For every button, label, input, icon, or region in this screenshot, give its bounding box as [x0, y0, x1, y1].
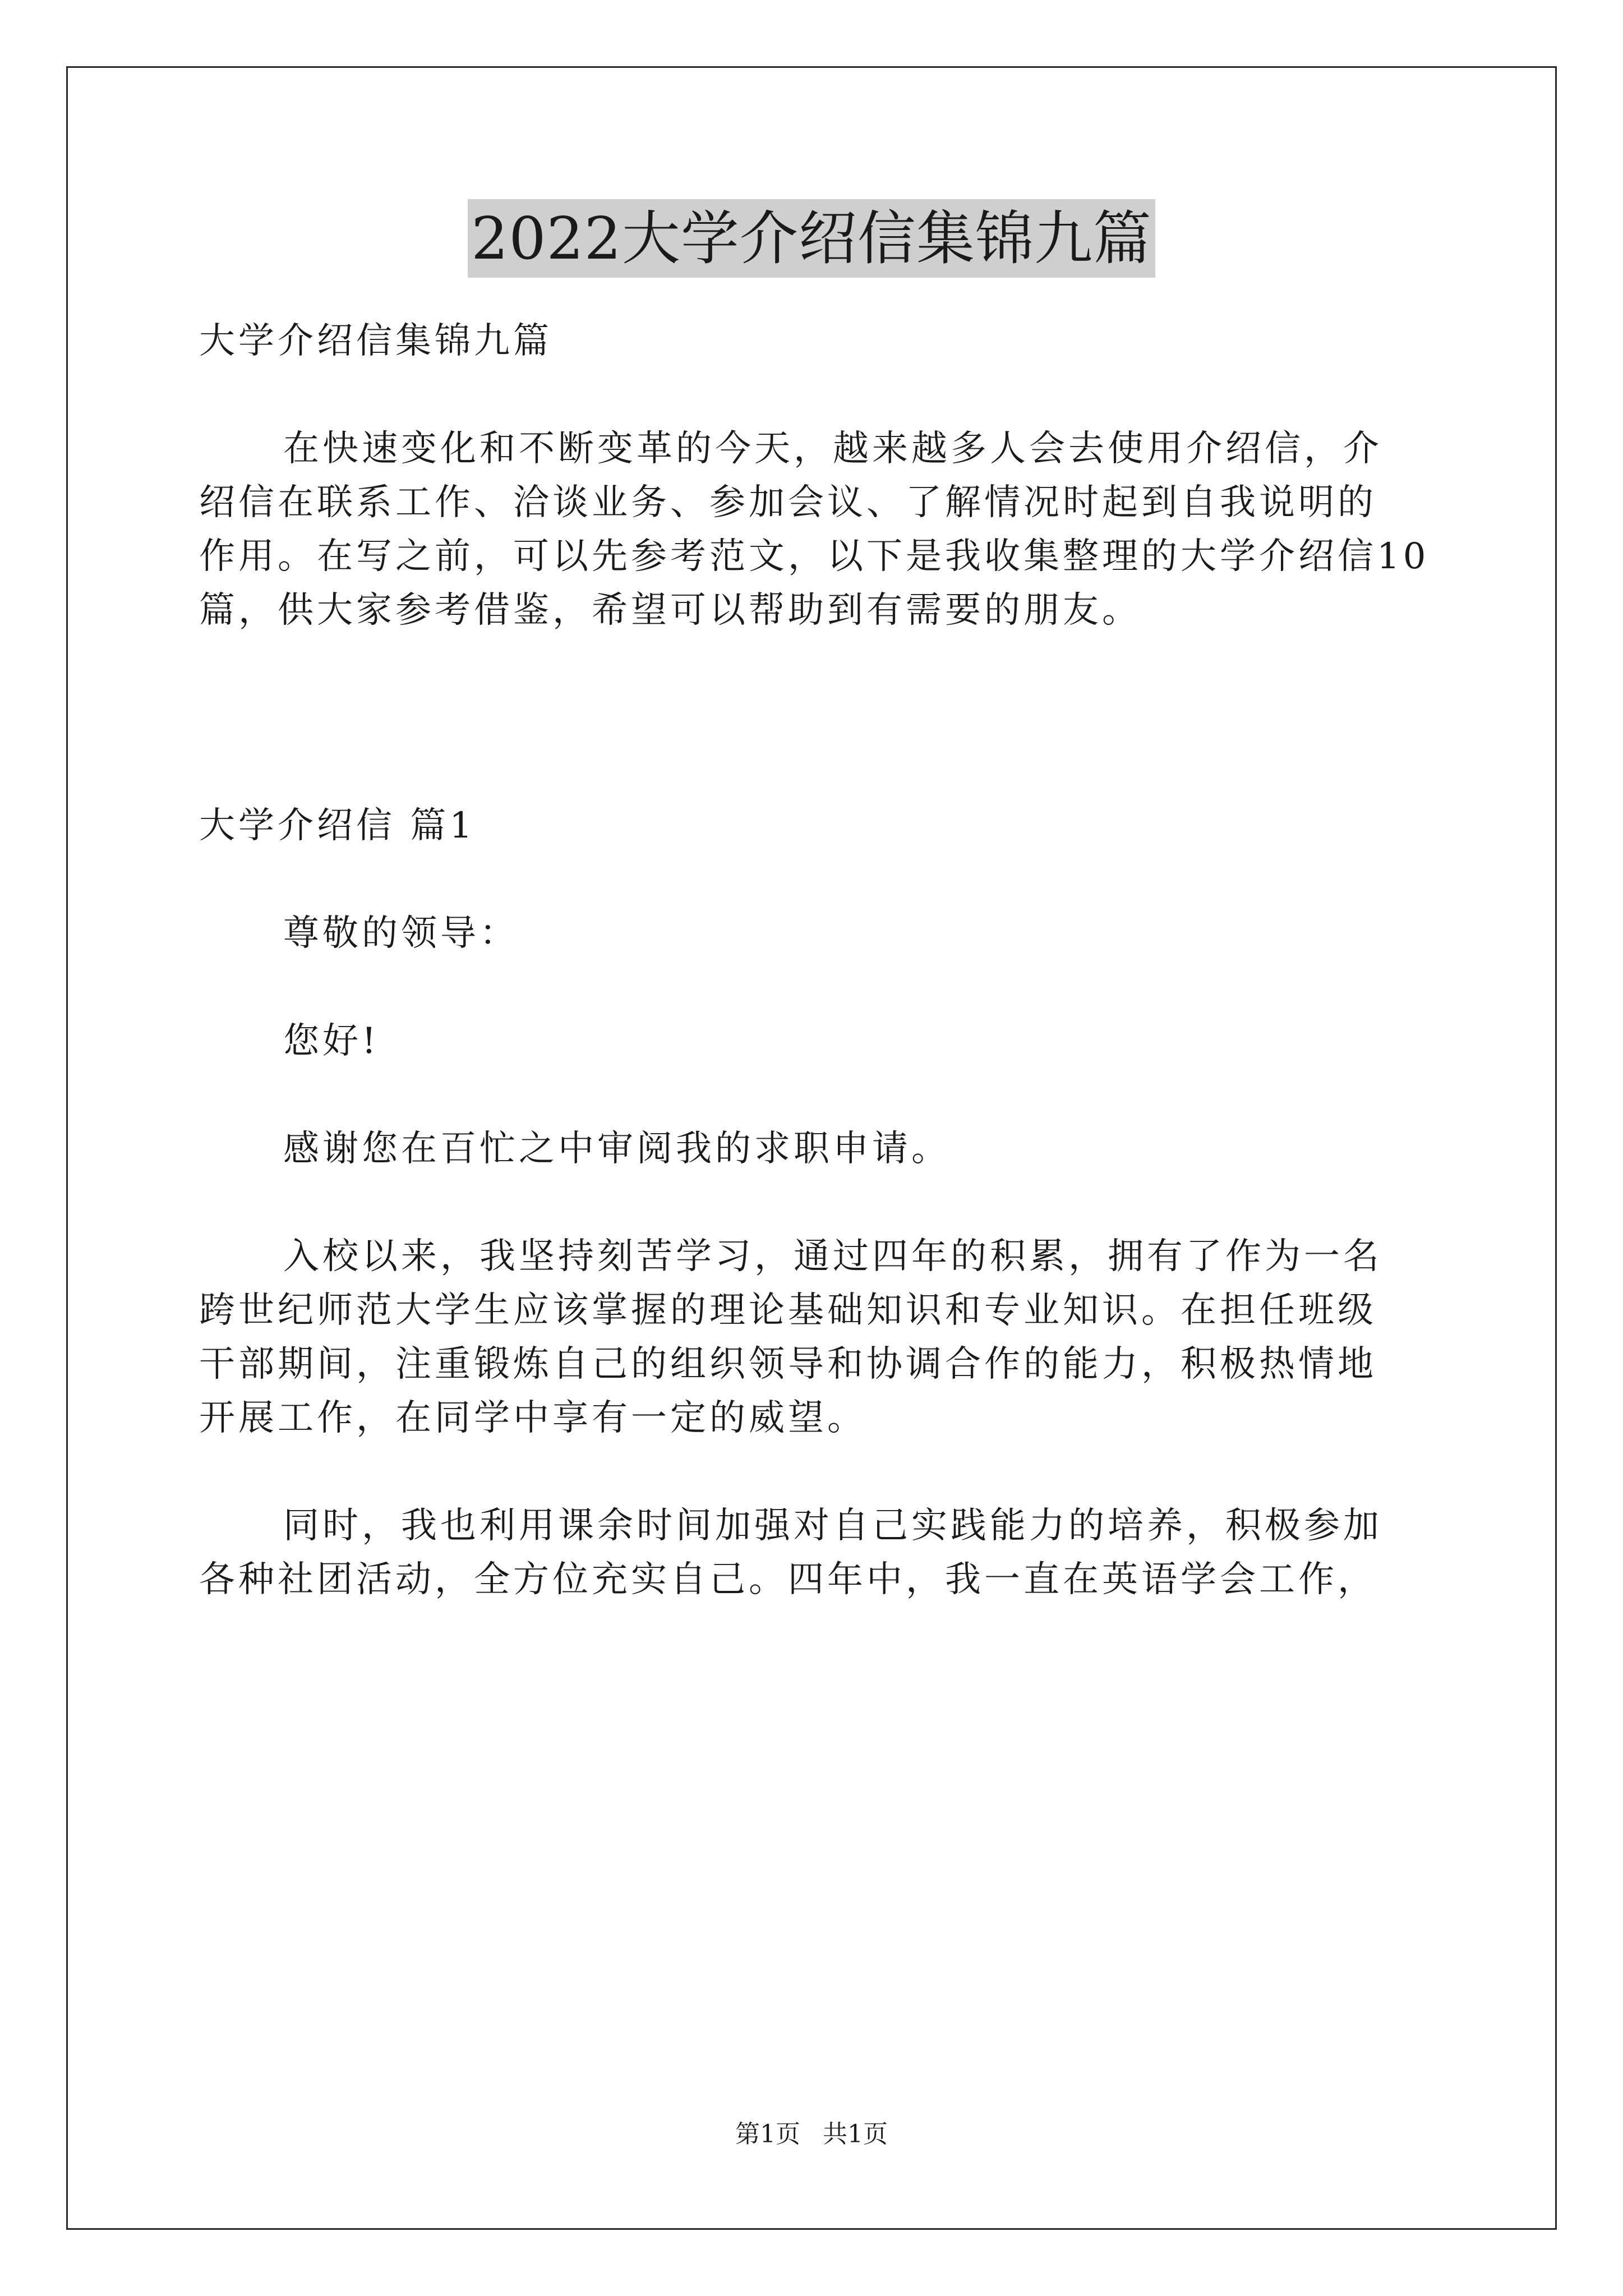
paragraph-line: 同时，我也利用课余时间加强对自己实践能力的培养，积极参加	[283, 1505, 1382, 1547]
greeting: 您好!	[283, 1020, 380, 1062]
page-footer	[0, 2118, 1623, 2151]
paragraph-study	[199, 1230, 1438, 1445]
paragraph-line: 各种社团活动，全方位充实自己。四年中，我一直在英语学会工作，	[199, 1559, 1377, 1600]
paragraph-practice	[199, 1499, 1438, 1607]
paragraph-line: 入校以来，我坚持刻苦学习，通过四年的积累，拥有了作为一名	[283, 1236, 1382, 1277]
paragraph-line: 开展工作，在同学中享有一定的威望。	[199, 1397, 866, 1439]
section-heading: 大学介绍信 篇1	[199, 805, 476, 846]
letter-body	[199, 907, 1438, 1607]
intro-line: 在快速变化和不断变革的今天，越来越多人会去使用介绍信，介	[283, 428, 1382, 470]
intro-paragraph	[199, 422, 1438, 637]
document-body	[199, 314, 1438, 1607]
page-number: 第1页	[735, 2120, 800, 2148]
salutation: 尊敬的领导：	[283, 913, 519, 954]
title-wrap	[0, 199, 1623, 278]
intro-line: 作用。在写之前，可以先参考范文，以下是我收集整理的大学介绍信10	[199, 536, 1430, 577]
intro-line: 绍信在联系工作、洽谈业务、参加会议、了解情况时起到自我说明的	[199, 482, 1377, 523]
document-title: 2022大学介绍信集锦九篇	[468, 199, 1155, 278]
paragraph-thanks: 感谢您在百忙之中审阅我的求职申请。	[283, 1128, 951, 1170]
paragraph-line: 跨世纪师范大学生应该掌握的理论基础知识和专业知识。在担任班级	[199, 1290, 1377, 1331]
page-total: 共1页	[823, 2120, 888, 2148]
intro-line: 篇，供大家参考借鉴，希望可以帮助到有需要的朋友。	[199, 590, 1141, 631]
intro-heading: 大学介绍信集锦九篇	[199, 320, 552, 362]
paragraph-line: 干部期间，注重锻炼自己的组织领导和协调合作的能力，积极热情地	[199, 1343, 1377, 1385]
